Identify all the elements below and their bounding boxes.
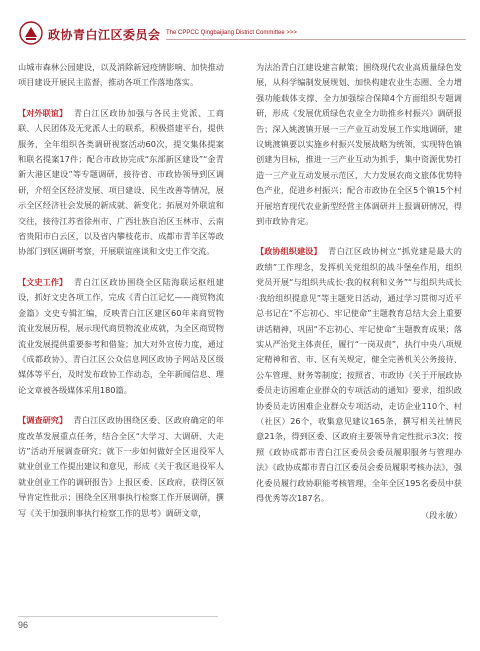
cppcc-logo-icon — [18, 20, 44, 46]
author-credit: （段永敏） — [421, 510, 462, 521]
right-column — [256, 60, 462, 524]
paragraph: 【调查研究】 青白江区政协围绕区委、区政府确定的年度改革发展重点任务，结合全区“大学习、大调研、大走访”活动开展调查研究；就下一步如何做好全区退役军人就业创业工作提出建议和意见，形成《关于我区退役军人就业创业工作的调研报告》上报区委、区政府，获得区领导肯定性批示；围绕全区刑事执行检察工作开展调研，撰写《关于加强刑事执行检察工作的思考》调研文章， — [18, 415, 224, 518]
header-english-title: The CPPCC Qingbaijiang District Committee >>> — [166, 30, 297, 36]
left-column — [18, 60, 224, 521]
paragraph: 【政协组织建设】 青白江区政协树立“抓党建是最大的政绩”工作理念，发挥机关党组织的战斗堡垒作用，组织党员开展“与组织共成长·我的权利和义务”“与组织共成长·我给组织提意见”等主题党日活动，通过学习贯彻习近平总书记在“不忘初心、牢记使命”主题教育总结大会上重要讲话精神，巩固“不忘初心、牢记使命”主题教育成果；落实从严治党主体责任，履行“一岗双责”，执行中央八项规定精神和省、市、区有关规定，健全完善机关公务接待、公车管理、财务等制度；按照省、市政协《关于开展政协委员走访困难企业群众的专项活动的通知》要求，组织政协委员走访困难企业群众专项活动，走访企业110个、村（社区）26个，收集意见建议165条，撰写相关社情民意21条，得到区委、区政府主要领导肯定性批示3次；按照《政协成都市青白江区委员会委员履职服务与管理办法》《政协成都市青白江区委员会委员履职考核办法》，强化委员履行政协职能考核管理，全年全区195名委员中获得优秀等次187名。 — [256, 246, 462, 503]
paragraph: 【对外联谊】 青白江区政协加强与各民主党派、工商联、人民团体及无党派人士的联系，积极搭建平台，提供服务，全年组织各类调研视察活动60次，提交集体提案和联名提案17件；配合市政协完成“东部新区建设”“金青新大港区建设”等专题调研，接待省、市政协领导到区调研，介绍全区经济发展、项目建设、民生改善等情况，展示全区经济社会发展的新成就、新变化；拓展对外联谊和交往，接待江苏省徐州市、广西壮族自治区玉林市、云南省贵阳市白云区，以及省内攀枝花市、成都市青羊区等政协部门到区调研考察，开展联谊座谈和文史工作交流。 — [18, 107, 224, 257]
page-header — [18, 20, 462, 50]
paragraph: 【文史工作】 青白江区政协围绕全区陆海联运枢纽建设，抓好文史各项工作，完成《青白江记忆——商贸物流金篇》文史专辑汇编，反映青白江区建区60年来商贸物流业发展历程，展示现代商贸物流业成就，为全区商贸物流业发展提供重要参考和借鉴；加大对外宣传力度，通过《成都政协》、青白江区公众信息网区政协子网站及区级媒体等平台，及时发布政协工作动态，全年新闻信息、理论文章被各级媒体采用180篇。 — [18, 276, 224, 395]
footer-divider — [18, 616, 218, 617]
section-tag: 【文史工作】 — [18, 276, 68, 287]
paragraph: 为法治青白江建设建言献策；围绕现代农业高质量绿色发展，从科学编制发展规划、加快构建农业生态圈、全力增强功能载体支撑、全力加强综合保障4个方面组织专题调研，形成《发展优质绿色农业全力助推乡村振兴》调研报告；深入姚渡镇开展一三产业互动发展工作实地调研，建议姚渡镇要以实施乡村振兴发展战略为统领，实现特色镇创建为目标，推进一三产业互动为抓手，集中资源优势打造一三产业互动发展示范区，大力发展农商文旅体优势特色产业，促进乡村振兴；配合市政协在全区5个镇15个村开展培育现代农业新型经营主体调研并上报调研情况，得到市政协肯定。 — [256, 62, 462, 227]
paragraph: 山城市森林公园建设，以及消除新冠疫情影响、加快推动项目建设开展民主监督，推动各项工作落地落实。 — [18, 62, 224, 88]
section-tag: 【政协组织建设】 — [256, 246, 322, 257]
section-tag: 【对外联谊】 — [18, 107, 68, 118]
page-number: 96 — [18, 620, 29, 630]
header-title: 政协青白江区委员会 — [48, 28, 161, 42]
header-divider — [166, 39, 466, 40]
section-tag: 【调查研究】 — [18, 415, 68, 426]
